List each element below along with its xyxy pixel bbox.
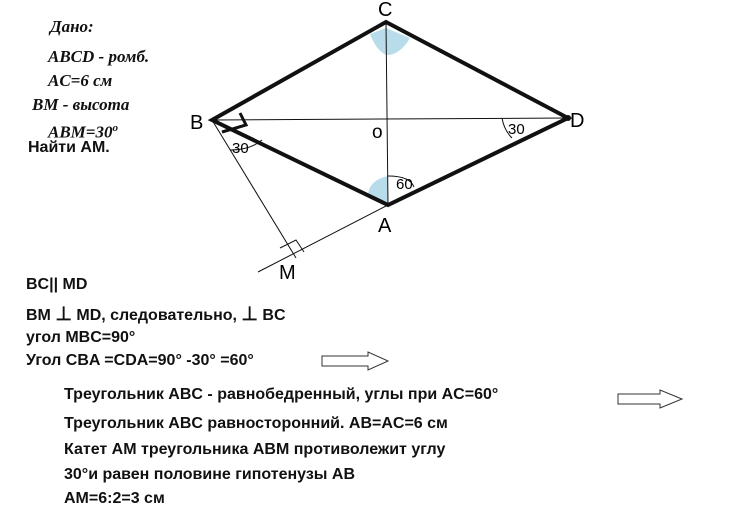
- solution-line-6: Треугольник ABC равносторонний. AB=AC=6 см: [64, 415, 448, 432]
- perpendicular-icon: ⊥: [55, 304, 72, 325]
- given-title: Дано:: [50, 17, 94, 36]
- solution-line-4: Угол CBA =CDA=90° -30° =60°: [26, 352, 254, 369]
- find-text: Найти AM.: [28, 139, 110, 156]
- solution-line-5: Треугольник ABC - равнобедренный, углы при AC=60°: [64, 386, 499, 403]
- label-d: D: [570, 110, 585, 132]
- given-rhombus: ABCD - ромб.: [48, 47, 150, 66]
- label-o: o: [372, 122, 383, 143]
- angle-label-a: 60: [396, 176, 413, 193]
- label-c: C: [378, 0, 393, 21]
- given-angle-text: ABM=30: [48, 122, 113, 142]
- solution-line-1: BC|| MD: [26, 276, 88, 293]
- solution-md: MD, следовательно,: [76, 307, 237, 324]
- arrow-1-icon: [322, 352, 388, 370]
- solution-line-3: угол MBC=90°: [26, 329, 136, 346]
- angle-label-d: 30: [508, 121, 525, 138]
- angle-label-b: 30: [232, 140, 249, 157]
- solution-bm: BM: [26, 307, 51, 324]
- solution-bc: BC: [262, 307, 286, 324]
- given-height: BM - высота: [32, 95, 130, 114]
- right-angle-b: [222, 113, 246, 132]
- solution-line-2: [26, 303, 286, 326]
- given-ac: AC=6 см: [48, 71, 113, 90]
- arrow-2-icon: [618, 390, 682, 408]
- solution-line-7: Катет AM треугольника ABM противолежит углу: [64, 441, 446, 458]
- solution-line-8: 30°и равен половине гипотенузы AB: [64, 466, 356, 483]
- label-m: M: [279, 262, 296, 284]
- diagonal-bd: [212, 118, 568, 120]
- label-b: B: [190, 112, 204, 134]
- given-angle-degree: o: [112, 122, 118, 134]
- line-da-extension: [258, 205, 388, 272]
- solution-line-9: AM=6:2=3 см: [64, 490, 165, 507]
- label-a: A: [378, 215, 392, 237]
- perpendicular-icon-2: ⊥: [241, 304, 258, 325]
